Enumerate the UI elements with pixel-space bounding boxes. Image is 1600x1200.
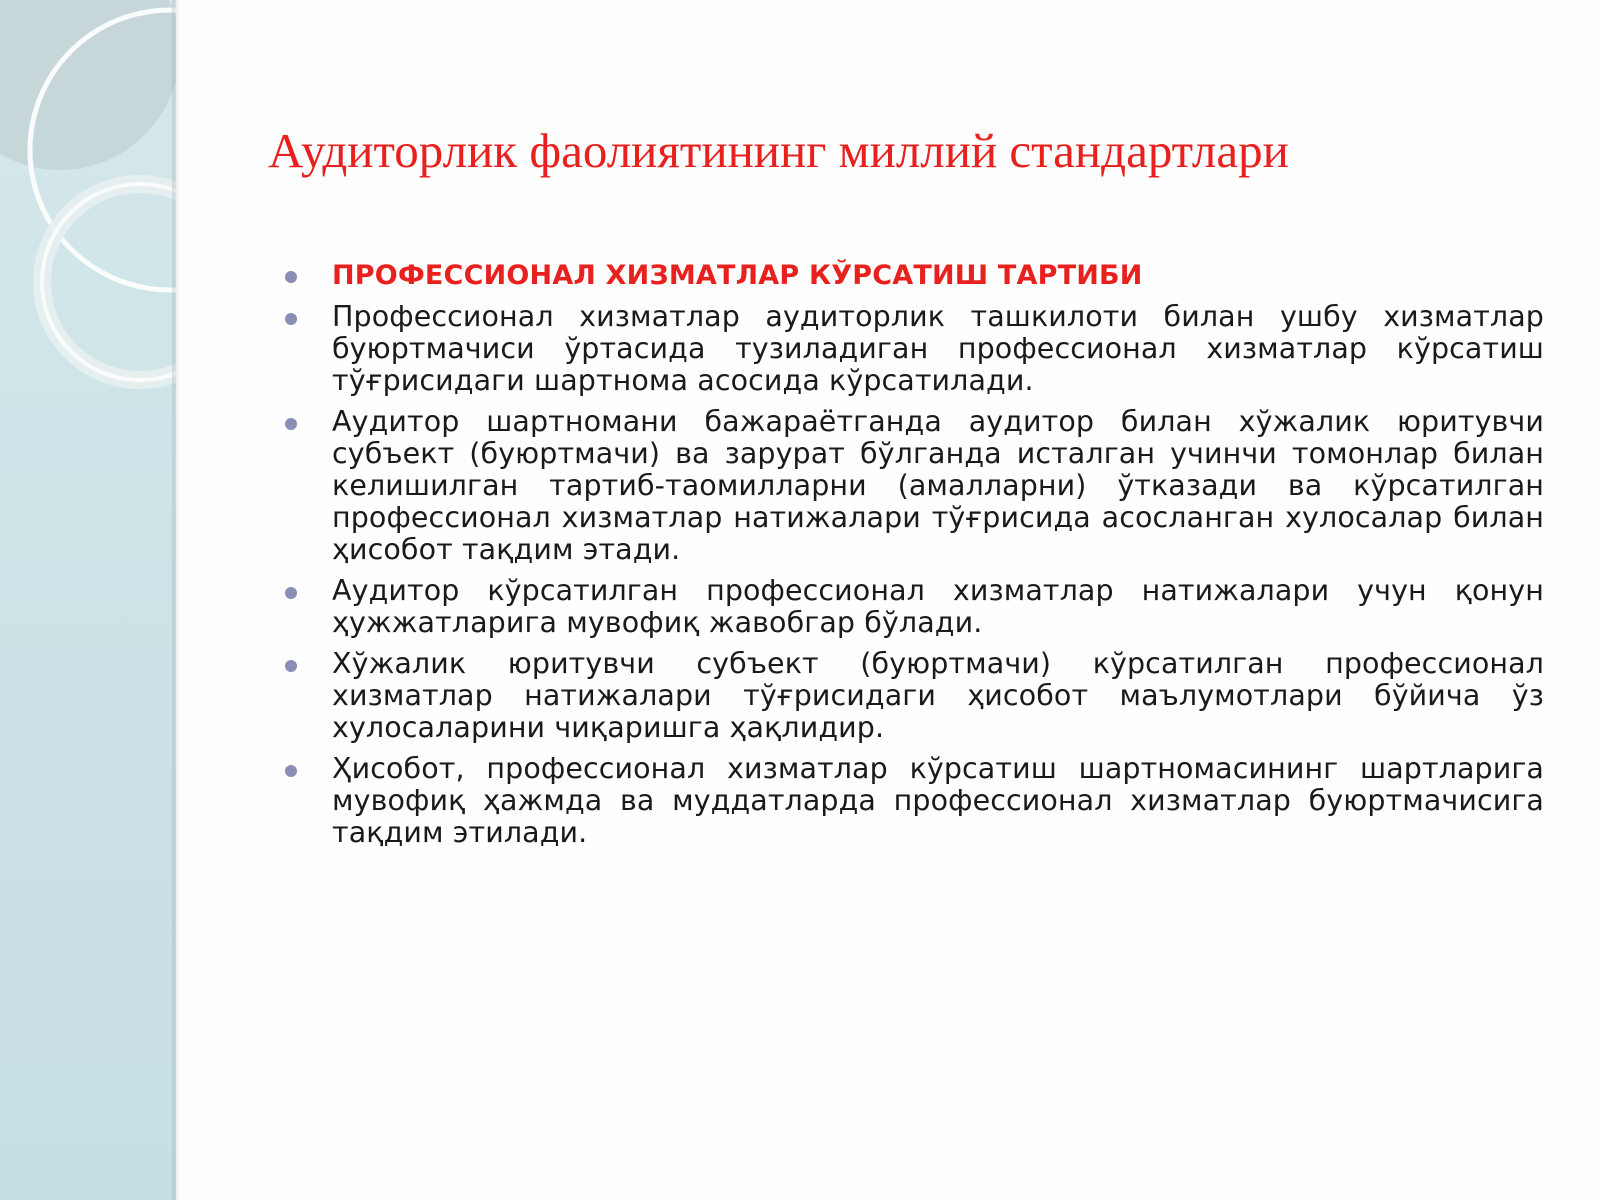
- bullet-item: [280, 406, 1544, 566]
- decorative-side-panel: [0, 0, 176, 1200]
- bullet-dot-icon: [285, 271, 297, 283]
- bullet-list: [280, 259, 1544, 858]
- bullet-item: [280, 753, 1544, 849]
- bullet-item: [280, 301, 1544, 397]
- bullet-item: [280, 648, 1544, 744]
- bullet-dot-icon: [285, 313, 297, 325]
- slide-title: Аудиторлик фаолиятининг миллий стандартлари: [268, 123, 1289, 178]
- bullet-text: Профессионал хизматлар аудиторлик ташкилоти билан ушбу хизматлар буюртмачиси ўртасида тузиладиган профессионал хизматлар кўрсатиш тўғрисидаги шартнома асосида кўрсатилади.: [332, 300, 1544, 397]
- bullet-text: Аудитор шартномани бажараётганда аудитор билан хўжалик юритувчи субъект (буюртмачи) ва зарурат бўлганда исталган учинчи томонлар билан келишилган тартиб-таомилларни (амалларни) ўтказади ва кўрсатилган профессионал хизматлар натижалари тўғрисида асосланган хулосалар билан ҳисобот тақдим этади.: [332, 405, 1544, 566]
- decorative-circles-graphic: [0, 0, 176, 1200]
- bullet-item-heading: [280, 259, 1544, 292]
- side-panel-edge-shadow: [172, 0, 180, 1200]
- bullet-dot-icon: [285, 765, 297, 777]
- bullet-text: ПРОФЕССИОНАЛ ХИЗМАТЛАР КЎРСАТИШ ТАРТИБИ: [332, 260, 1143, 291]
- bullet-dot-icon: [285, 418, 297, 430]
- bullet-text: Ҳисобот, профессионал хизматлар кўрсатиш шартномасининг шартларига мувофиқ ҳажмда ва муддатларда профессионал хизматлар буюртмачисига тақдим этилади.: [332, 752, 1544, 849]
- bullet-dot-icon: [285, 587, 297, 599]
- bullet-text: Аудитор кўрсатилган профессионал хизматлар натижалари учун қонун ҳужжатларига мувофиқ жавобгар бўлади.: [332, 574, 1544, 639]
- bullet-text: Хўжалик юритувчи субъект (буюртмачи) кўрсатилган профессионал хизматлар натижалари тўғрисидаги ҳисобот маълумотлари бўйича ўз хулосаларини чиқаришга ҳақлидир.: [332, 647, 1544, 744]
- bullet-dot-icon: [285, 660, 297, 672]
- bullet-item: [280, 575, 1544, 639]
